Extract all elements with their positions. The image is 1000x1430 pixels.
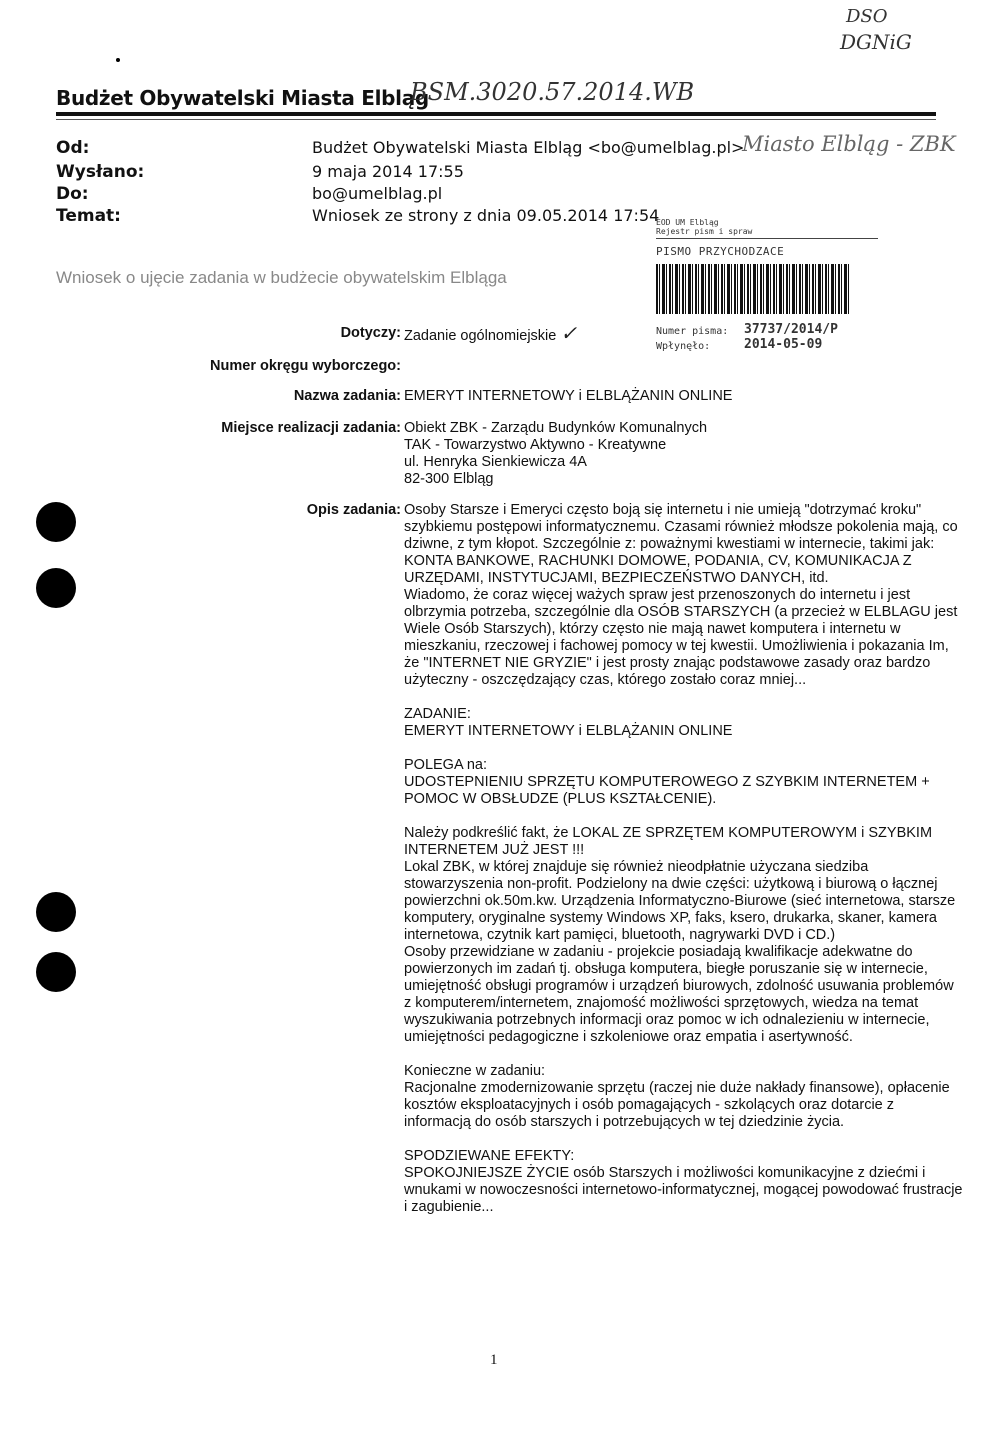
opis-paragraph-4: Lokal ZBK, w której znajduje się również nieodpłatnie użyczana siedziba stowarzyszenia non-profit. Podzielony na dwie części: użytkową i biurową o łącznej powierzchni ok.50m.kw. Urządzenia Informatyczno-Biurowe (sieć internetowa, starsze komputery, oryginalne systemy Windows XP, faks, ksero, drukarka, skaner, kamera internetowa, czytnik kart pamięci, bluetooth, nagrywarki DVD i CD.) — [404, 859, 956, 943]
opis-paragraph-3: Należy podkreślić fakt, że LOKAL ZE SPRZĘTEM KOMPUTEROWYM i SZYBKIM INTERNETEM JUŻ JEST !!! — [404, 825, 933, 858]
dotyczy-label: Dotyczy: — [340, 325, 401, 341]
to-value: bo@umelblag.pl — [312, 184, 443, 203]
konieczne-value: Racjonalne zmodernizowanie sprzętu (raczej nie duże nakłady finansowe), opłacenie kosztów eksploatacyjnych i osób pomagających - szkolących oraz dotarcie z informacją do osób starszych i potrzebujących w tej dziedzinie życia. — [404, 1080, 950, 1130]
handwritten-note-top-1: DSO — [846, 6, 888, 27]
scan-speck — [116, 58, 120, 62]
miejsce-line-1: Obiekt ZBK - Zarządu Budynków Komunalnych — [404, 420, 708, 436]
sent-value: 9 maja 2014 17:55 — [312, 162, 464, 181]
to-label: Do: — [56, 184, 89, 204]
nazwa-value: EMERYT INTERNETOWY i ELBLĄŻANIN ONLINE — [404, 388, 733, 404]
miejsce-line-4: 82-300 Elbląg — [404, 471, 494, 487]
stamp-date-value: 2014-05-09 — [744, 337, 823, 352]
polega-value: UDOSTEPNIENIU SPRZĘTU KOMPUTEROWEGO Z SZYBKIM INTERNETEM + POMOC W OBSŁUDZE (PLUS KSZTAŁCENIE). — [404, 774, 930, 807]
subject-label: Temat: — [56, 206, 121, 226]
dotyczy-value — [404, 321, 578, 345]
dotyczy-text: Zadanie ogólnomiejskie — [404, 328, 557, 344]
header-rule-thick — [56, 112, 936, 116]
polega-label: POLEGA na: — [404, 757, 488, 773]
stamp-document-type: PISMO PRZYCHODZACE — [656, 245, 785, 258]
binder-hole-icon — [36, 568, 76, 608]
efekty-label: SPODZIEWANE EFEKTY: — [404, 1148, 575, 1164]
handwritten-note-top-2: DGNiG — [840, 30, 912, 54]
form-title: Wniosek o ujęcie zadania w budżecie obywatelskim Elbląga — [56, 268, 507, 287]
nazwa-label: Nazwa zadania: — [293, 388, 401, 404]
konieczne-label: Konieczne w zadaniu: — [404, 1063, 546, 1079]
zadanie-label: ZADANIE: — [404, 706, 471, 722]
header-rule-thin — [56, 119, 936, 120]
sent-label: Wysłano: — [56, 162, 145, 182]
check-mark-icon: ✓ — [560, 321, 578, 345]
opis-paragraph-2: Wiadomo, że coraz więcej ważych spraw jest przenoszonych do internetu i jest olbrzymia potrzeba, szczególnie dla OSÓB STARSZYCH (a przecież w ELBLAGU jest Wiele Osób Starszych), którzy często nie mają nawet komputera i internetu w mieszkaniu, rzeczowej i fachowej pomocy w tej kwestii. Umożliwienia i pokazania Im, że "INTERNET NIE GRYZIE" i jest prosty znając podstawowe zasady oraz bardzo użyteczny - oszczędzający czas, którego zostało coraz mniej... — [404, 587, 958, 688]
opis-paragraph-5: Osoby przewidziane w zadaniu - projekcie posiadają kwalifikacje adekwatne do powierzonych im zadań tj. obsługa komputera, biegłe poruszanie się w internecie, umiejętność obsługi programów i urządzeń biurowych, zdolność usuwania problemów z komputerem/internetem, znajomość możliwości sprzętowych, wiedza na temat wyszukiwania potrzebnych informacji oraz pomoc w ich odnalezieniu w internecie, umiejętności pedagogiczne i szkoleniowe oraz empatia i asertywność. — [404, 944, 954, 1045]
from-value: Budżet Obywatelski Miasta Elbląg <bo@umelblag.pl> — [312, 138, 745, 157]
stamp-date-label: Wpłynęło: — [656, 341, 711, 352]
registry-stamp — [656, 218, 878, 352]
subject-value: Wniosek ze strony z dnia 09.05.2014 17:54 — [312, 206, 660, 225]
opis-paragraph-1: Osoby Starsze i Emeryci często boją się internetu i nie umieją "dotrzymać kroku" szybkiemu postępowi informatycznemu. Czasami również młodsze pokolenia mają, co dziwne, z tym kłopot. Szczególnie z: poważnymi kwestiami w internecie, takimi jak: KONTA BANKOWE, RACHUNKI DOMOWE, PODANIA, CV, KOMUNIKACJA Z URZĘDAMI, INSTYTUCJAMI, BEZPIECZEŃSTWO DANYCH, itd. — [404, 502, 958, 586]
binder-hole-icon — [36, 952, 76, 992]
binder-hole-icon — [36, 502, 76, 542]
miejsce-line-3: ul. Henryka Sienkiewicza 4A — [404, 454, 587, 470]
miejsce-line-2: TAK - Towarzystwo Aktywno - Kreatywne — [404, 437, 667, 453]
barcode-icon — [656, 264, 850, 314]
handwritten-note-recipient: Miasto Elbląg - ZBK — [742, 132, 956, 156]
document-header-title: Budżet Obywatelski Miasta Elbląg — [56, 86, 429, 110]
opis-body — [404, 502, 964, 1216]
from-label: Od: — [56, 138, 90, 158]
stamp-line-1: EOD UM Elbląg — [656, 218, 719, 227]
efekty-value: SPOKOJNIEJSZE ŻYCIE osób Starszych i możliwości komunikacyjne z dziećmi i wnukami w nowoczesności internetowo-informatycznej, mogącej powodować frustracje i zagubienie... — [404, 1165, 963, 1215]
binder-hole-icon — [36, 892, 76, 932]
miejsce-value — [404, 420, 707, 488]
okreg-label: Numer okręgu wyborczego: — [210, 358, 401, 374]
opis-label: Opis zadania: — [306, 502, 401, 518]
miejsce-label: Miejsce realizacji zadania: — [221, 420, 401, 436]
page-number: 1 — [490, 1352, 498, 1368]
stamp-number-label: Numer pisma: — [656, 326, 729, 337]
handwritten-reference-number: BSM.3020.57.2014.WB — [410, 78, 695, 106]
zadanie-value: EMERYT INTERNETOWY i ELBLĄŻANIN ONLINE — [404, 723, 733, 739]
stamp-rule — [656, 238, 878, 239]
stamp-line-2: Rejestr pism i spraw — [656, 227, 753, 236]
stamp-number-value: 37737/2014/P — [744, 322, 838, 337]
